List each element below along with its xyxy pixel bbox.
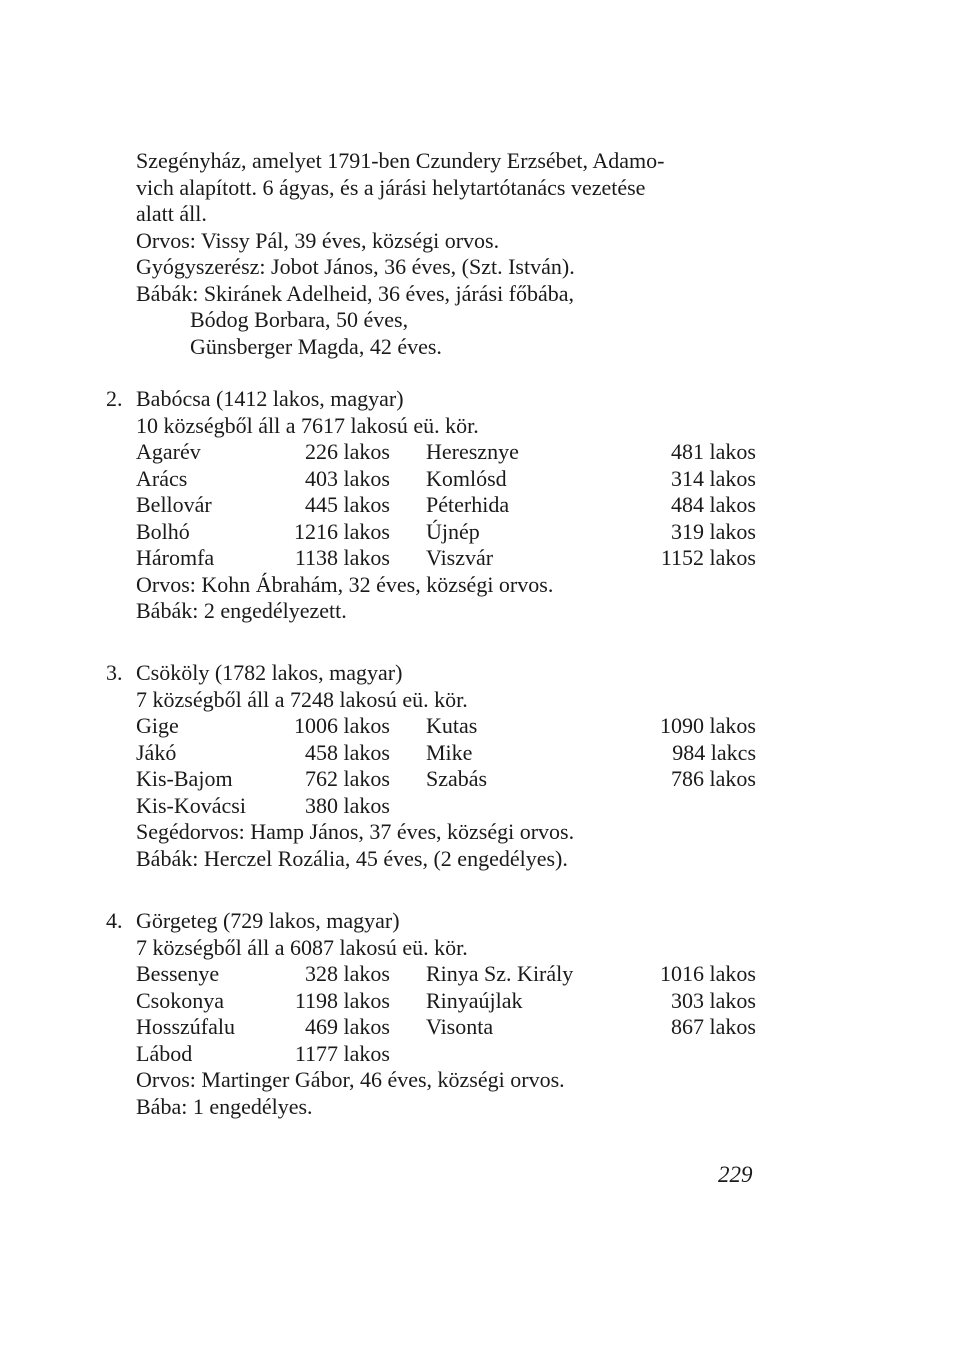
village-row: [136, 766, 776, 793]
intro-line: alatt áll.: [136, 201, 207, 226]
village-population: 328 lakos: [305, 961, 390, 986]
intro-line: Gyógyszerész: Jobot János, 36 éves, (Szt. István).: [136, 254, 575, 279]
village-row: [136, 740, 776, 767]
village-name: Gige: [136, 713, 179, 738]
village-name: Kutas: [426, 713, 478, 738]
village-population: 1138 lakos: [294, 545, 390, 570]
page-number: 229: [718, 1162, 753, 1187]
village-name: Kis-Bajom: [136, 766, 233, 791]
village-name: Háromfa: [136, 545, 215, 570]
intro-line-indented: Günsberger Magda, 42 éves.: [190, 333, 442, 359]
village-row: [136, 713, 776, 740]
village-population: 458 lakos: [305, 739, 390, 765]
section-title: [106, 386, 776, 413]
section-subtitle: 7 községből áll a 7248 lakosú eü. kör.: [136, 686, 468, 712]
intro-block: [136, 148, 776, 360]
village-population: 786 lakos: [671, 766, 756, 791]
village-row: [136, 492, 776, 519]
intro-line: Bábák: Skiránek Adelheid, 36 éves, járási főbába,: [136, 280, 575, 306]
village-row: [136, 988, 776, 1015]
section-subtitle: 10 községből áll a 7617 lakosú eü. kör.: [136, 412, 479, 438]
village-name: Agarév: [136, 439, 201, 464]
village-population: 314 lakos: [671, 465, 756, 491]
section-number: 4.: [106, 908, 123, 933]
village-row: [136, 793, 776, 820]
village-population: 481 lakos: [671, 439, 756, 464]
village-name: Rinyaújlak: [426, 987, 523, 1013]
village-row: [136, 466, 776, 493]
village-row: [136, 545, 776, 572]
section-note: Orvos: Martinger Gábor, 46 éves, községi orvos.: [136, 1067, 565, 1092]
village-name: Szabás: [426, 766, 488, 791]
village-population: 445 lakos: [305, 492, 390, 517]
intro-line: Orvos: Vissy Pál, 39 éves, községi orvos.: [136, 227, 500, 253]
intro-line: Szegényház, amelyet 1791-ben Czundery Erzsébet, Adamo-: [136, 148, 665, 173]
village-population: 1090 lakos: [660, 713, 756, 738]
village-population: 1006 lakos: [294, 713, 390, 738]
section-number: 2.: [106, 386, 123, 411]
section-note: Segédorvos: Hamp János, 37 éves, községi orvos.: [136, 819, 575, 844]
village-population: 1177 lakos: [294, 1040, 390, 1066]
section-babocsa: [106, 386, 776, 625]
village-population: 403 lakos: [305, 465, 390, 491]
village-name: Bolhó: [136, 518, 190, 544]
intro-line: vich alapított. 6 ágyas, és a járási helytartótanács vezetése: [136, 174, 646, 200]
village-name: Rinya Sz. Király: [426, 961, 574, 986]
village-name: Lábod: [136, 1040, 193, 1066]
village-row: [136, 1041, 776, 1068]
village-row: [136, 439, 776, 466]
village-population: 984 lakcs: [672, 739, 756, 765]
village-name: Újnép: [426, 518, 480, 544]
village-name: Viszvár: [426, 545, 494, 570]
village-population: 469 lakos: [305, 1014, 390, 1039]
section-title-text: Görgeteg (729 lakos, magyar): [136, 908, 400, 933]
section-number: 3.: [106, 660, 123, 685]
village-name: Bellovár: [136, 492, 212, 517]
village-population: 1016 lakos: [660, 961, 756, 986]
section-gorgeteg: [106, 908, 776, 1120]
village-name: Kis-Kovácsi: [136, 792, 246, 818]
village-name: Visonta: [426, 1014, 494, 1039]
village-name: Jákó: [136, 739, 177, 765]
village-row: [136, 961, 776, 988]
village-name: Heresznye: [426, 439, 519, 464]
section-note: Orvos: Kohn Ábrahám, 32 éves, községi orvos.: [136, 571, 554, 597]
village-name: Csokonya: [136, 987, 224, 1013]
village-population: 484 lakos: [671, 492, 756, 517]
section-title: [106, 908, 776, 935]
section-csokoly: [106, 660, 776, 872]
section-subtitle: 7 községből áll a 6087 lakosú eü. kör.: [136, 934, 468, 960]
village-name: Mike: [426, 739, 473, 765]
section-note: Bábák: Herczel Rozália, 45 éves, (2 engedélyes).: [136, 845, 568, 871]
village-name: Arács: [136, 465, 188, 491]
village-population: 867 lakos: [671, 1014, 756, 1039]
village-population: 319 lakos: [671, 518, 756, 544]
section-note: Bábák: 2 engedélyezett.: [136, 598, 347, 623]
section-title-text: Babócsa (1412 lakos, magyar): [136, 386, 404, 411]
village-name: Péterhida: [426, 492, 510, 517]
village-population: 226 lakos: [305, 439, 390, 464]
village-row: [136, 519, 776, 546]
village-population: 762 lakos: [305, 766, 390, 791]
village-population: 380 lakos: [305, 792, 390, 818]
village-population: 1216 lakos: [294, 518, 390, 544]
village-population: 1198 lakos: [294, 987, 390, 1013]
village-population: 303 lakos: [671, 987, 756, 1013]
section-title: [106, 660, 776, 687]
village-row: [136, 1014, 776, 1041]
village-name: Hosszúfalu: [136, 1014, 235, 1039]
village-name: Komlósd: [426, 465, 507, 491]
village-population: 1152 lakos: [660, 545, 756, 570]
section-note: Bába: 1 engedélyes.: [136, 1093, 313, 1119]
section-title-text: Csököly (1782 lakos, magyar): [136, 660, 403, 685]
intro-line-indented: Bódog Borbara, 50 éves,: [190, 307, 409, 332]
village-name: Bessenye: [136, 961, 220, 986]
